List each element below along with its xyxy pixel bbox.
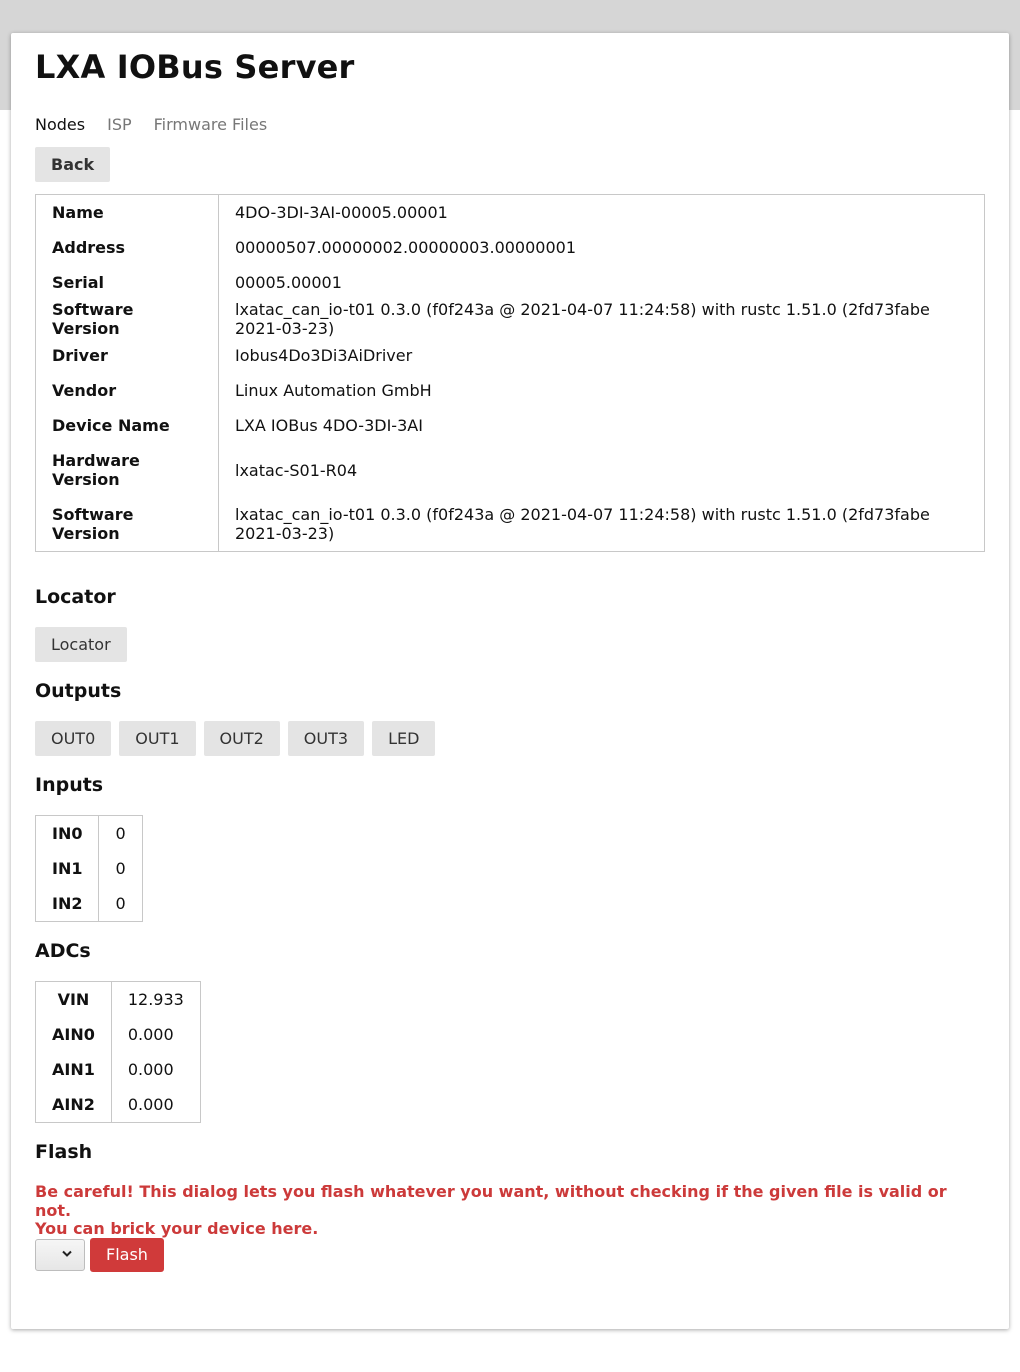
info-key: Software Version [36, 497, 219, 552]
locator-button[interactable]: Locator [35, 627, 127, 662]
info-key: Address [36, 230, 219, 265]
outputs-group [35, 721, 435, 756]
tab-nodes[interactable]: Nodes [35, 115, 86, 134]
info-key: Name [36, 195, 219, 231]
nav-tabs [35, 115, 267, 134]
table-row [36, 338, 985, 373]
locator-heading: Locator [35, 586, 116, 608]
flash-warning-line1: Be careful! This dialog lets you flash whatever you want, without checking if the given file is valid or not. [35, 1182, 947, 1220]
table-row [36, 497, 985, 552]
info-value: LXA IOBus 4DO-3DI-3AI [235, 416, 423, 435]
adc-key: AIN0 [36, 1017, 112, 1052]
table-row [36, 230, 985, 265]
info-value: 00005.00001 [235, 273, 342, 292]
flash-warning-line2: You can brick your device here. [35, 1219, 319, 1238]
input-key: IN1 [36, 851, 99, 886]
out0-button[interactable]: OUT0 [35, 721, 111, 756]
adc-key: AIN1 [36, 1052, 112, 1087]
table-row [36, 851, 143, 886]
led-button[interactable]: LED [372, 721, 435, 756]
flash-warning [35, 1183, 985, 1239]
info-value: 4DO-3DI-3AI-00005.00001 [235, 203, 448, 222]
tab-isp[interactable]: ISP [107, 115, 132, 134]
input-value: 0 [115, 894, 126, 913]
adc-key: VIN [36, 982, 112, 1018]
outputs-heading: Outputs [35, 680, 122, 702]
input-value: 0 [115, 824, 126, 843]
tab-firmware-files[interactable]: Firmware Files [153, 115, 268, 134]
input-key: IN0 [36, 816, 99, 852]
info-key: Vendor [36, 373, 219, 408]
out1-button[interactable]: OUT1 [119, 721, 195, 756]
main-card [11, 33, 1009, 1329]
table-row [36, 886, 143, 922]
table-row [36, 982, 201, 1018]
out2-button[interactable]: OUT2 [204, 721, 280, 756]
flash-button[interactable]: Flash [90, 1238, 164, 1272]
back-button[interactable]: Back [35, 147, 110, 182]
flash-controls [35, 1238, 164, 1272]
table-row [36, 816, 143, 852]
info-key: Software Version [36, 300, 219, 338]
adc-value: 0.000 [127, 1060, 174, 1079]
adc-value: 0.000 [127, 1025, 174, 1044]
info-value: lxatac_can_io-t01 0.3.0 (f0f243a @ 2021-04-07 11:24:58) with rustc 1.51.0 (2fd73fabe 2021-03-23) [235, 300, 930, 338]
table-row [36, 443, 985, 497]
inputs-table [35, 815, 143, 922]
info-value: lxatac_can_io-t01 0.3.0 (f0f243a @ 2021-04-07 11:24:58) with rustc 1.51.0 (2fd73fabe 2021-03-23) [235, 505, 930, 543]
table-row [36, 1087, 201, 1123]
firmware-select[interactable] [35, 1239, 85, 1271]
page-title: LXA IOBus Server [35, 48, 355, 86]
adc-key: AIN2 [36, 1087, 112, 1123]
chevron-down-icon [62, 1250, 72, 1258]
info-key: Hardware Version [36, 443, 219, 497]
table-row [36, 408, 985, 443]
inputs-heading: Inputs [35, 774, 104, 796]
adc-value: 12.933 [127, 990, 184, 1009]
table-row [36, 1017, 201, 1052]
table-row [36, 373, 985, 408]
adc-value: 0.000 [127, 1095, 174, 1114]
info-value: Linux Automation GmbH [235, 381, 432, 400]
node-info-table [35, 194, 985, 552]
input-key: IN2 [36, 886, 99, 922]
info-key: Driver [36, 338, 219, 373]
table-row [36, 1052, 201, 1087]
input-value: 0 [115, 859, 126, 878]
info-key: Device Name [36, 408, 219, 443]
info-value: lxatac-S01-R04 [235, 460, 358, 480]
table-row [36, 265, 985, 300]
table-row [36, 195, 985, 231]
info-key: Serial [36, 265, 219, 300]
adcs-heading: ADCs [35, 940, 91, 962]
out3-button[interactable]: OUT3 [288, 721, 364, 756]
flash-heading: Flash [35, 1141, 93, 1163]
table-row [36, 300, 985, 338]
info-value: Iobus4Do3Di3AiDriver [235, 346, 413, 365]
adcs-table [35, 981, 201, 1123]
info-value: 00000507.00000002.00000003.00000001 [235, 238, 577, 257]
